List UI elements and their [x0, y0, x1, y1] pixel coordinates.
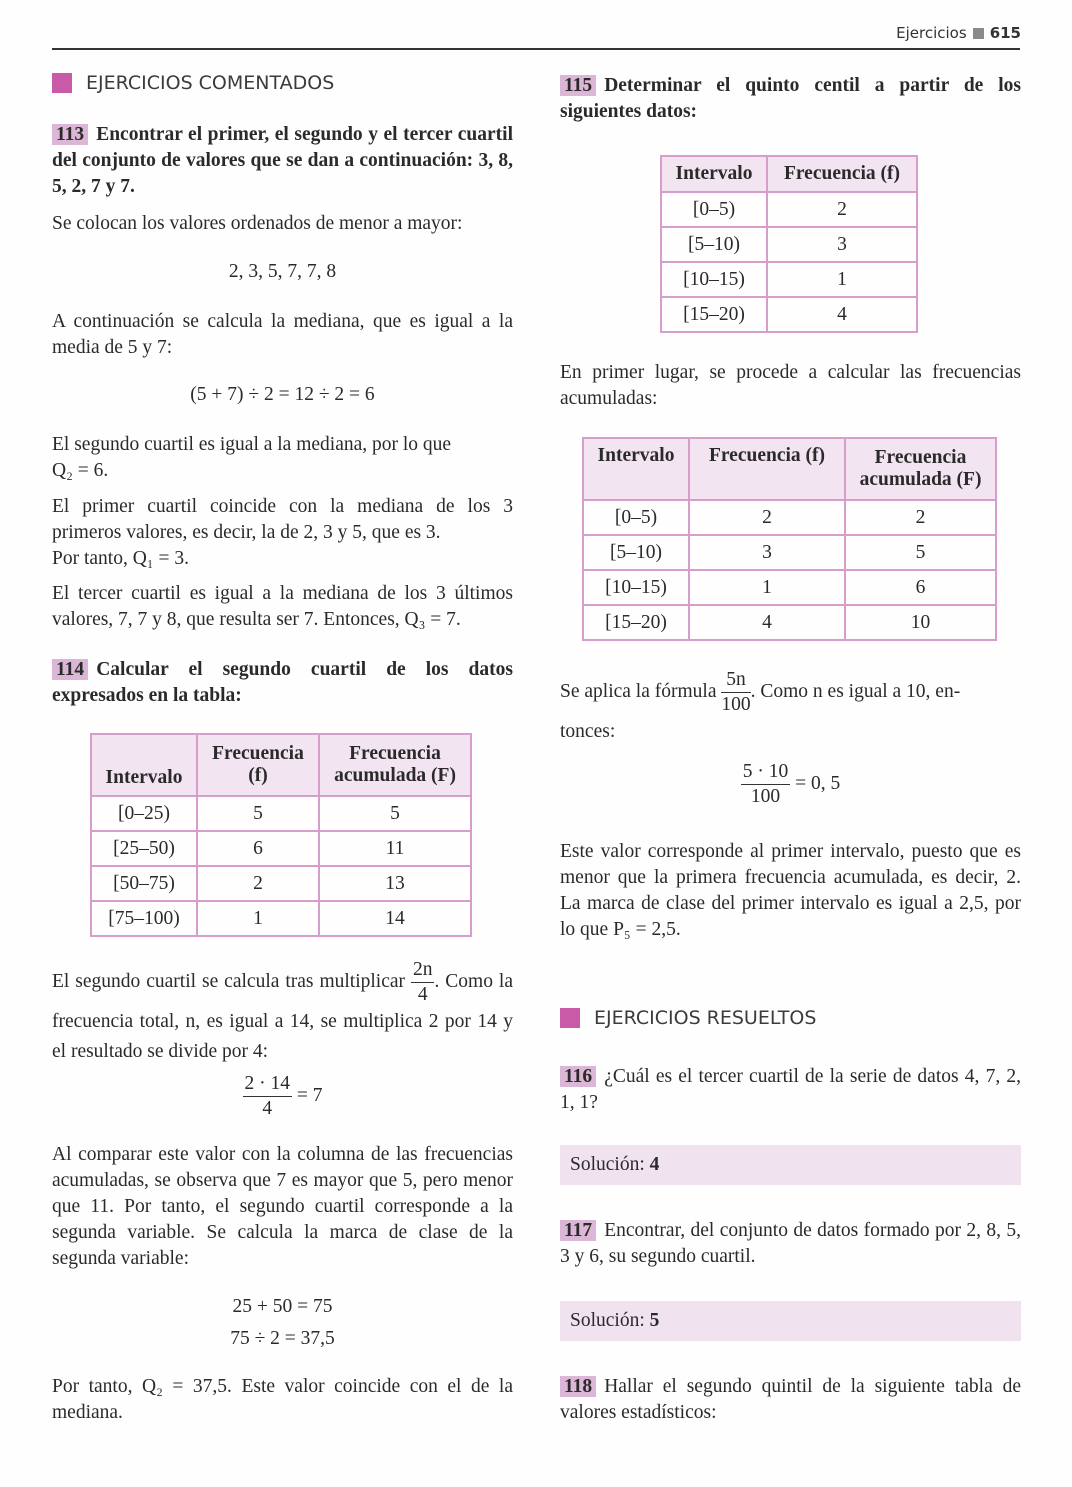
equation: 25 + 50 = 75 [232, 1296, 333, 1317]
paragraph: Se aplica la fórmula $\frac{5n}{100}$ . Como n es igual a 10, en- tonces: [560, 669, 961, 742]
equation: $\frac{5 \cdot 10}{100}$ = 0, 5 [742, 761, 841, 807]
table-row: [10–15) 1 [661, 262, 917, 297]
exercise-number: 117 [560, 1220, 596, 1241]
table-row: [5–10) 3 [661, 227, 917, 262]
running-header [896, 24, 1021, 42]
section-marker-icon [560, 1008, 580, 1028]
fraction: $\frac{5n}{100}$ [721, 669, 751, 715]
table-row: [25–50) 6 11 [91, 831, 471, 866]
table-header-row: Intervalo Frecuencia (f) Frecuencia acumulada (F) [583, 438, 996, 500]
table-header-row [91, 734, 471, 796]
paragraph: El segundo cuartil es igual a la mediana, por lo que Q₂ = 6. [52, 434, 452, 481]
solution-box: Solución: 4 [560, 1145, 1021, 1185]
exercise-number: 113 [52, 124, 88, 145]
paragraph: Se colocan los valores ordenados de menor a mayor: [52, 213, 463, 234]
paragraph: Por tanto, Q₂ = 37,5. Este valor coincide con el de la mediana. [52, 1376, 513, 1423]
equation: 75 ÷ 2 = 37,5 [230, 1328, 335, 1349]
square-icon [973, 28, 984, 39]
equation: 2, 3, 5, 7, 7, 8 [228, 261, 337, 282]
exercise-116: 116 ¿Cuál es el tercer cuartil de la serie de datos 4, 7, 2, 1, 1? [560, 1066, 1021, 1113]
paragraph: A continuación se calcula la mediana, que es igual a la media de 5 y 7: [52, 311, 513, 358]
fraction: $\frac{2n}{4}$ [412, 959, 433, 1005]
solution-box: Solución: 5 [560, 1301, 1021, 1341]
exercise-117: 117 Encontrar, del conjunto de datos formado por 2, 8, 5, 3 y 6, su segundo cuartil. [560, 1220, 1021, 1267]
table-header: Frecuencia (f) [197, 734, 319, 796]
header-rule [52, 48, 1020, 50]
table-header-row: Intervalo Frecuencia (f) [661, 156, 917, 192]
exercise-number: 115 [560, 75, 596, 96]
section-title: Ejercicios [896, 24, 967, 42]
paragraph: Al comparar este valor con la columna de las frecuencias acumuladas, se observa que 7 es mayor que 5, pero menor que 11. Por tanto, el segundo cuartil corresponde a la segunda variable. Se calcula la marca de clase de la segunda variable: [52, 1144, 513, 1269]
paragraph: El segundo cuartil se calcula tras multiplicar $\frac{2n}{4}$ . Como la frecuencia total, n, es igual a 14, se multiplica 2 por 14 y el resultado se divide por 4: [52, 959, 513, 1062]
equation: $\frac{2 \cdot 14}{4}$ = 7 [244, 1073, 323, 1119]
table-header: Frecuencia acumulada (F) [319, 734, 471, 796]
table-header: Intervalo [91, 734, 197, 796]
page-number: 615 [989, 24, 1021, 42]
table-115-b [582, 437, 997, 641]
paragraph: El primer cuartil coincide con la mediana de los 3 primeros valores, es decir, la de 2, 3 y 5, que es 3. Por tanto, Q₁ = 3. [52, 496, 513, 569]
table-row: [50–75) 2 13 [91, 866, 471, 901]
paragraph: El tercer cuartil es igual a la mediana de los 3 últimos valores, 7, 7 y 8, que resulta ser 7. Entonces, Q₃ = 7. [52, 583, 513, 630]
table-row: [0–5) 2 2 [583, 500, 996, 535]
table-row: [75–100) 1 14 [91, 901, 471, 936]
table-row: [0–25) 5 5 [91, 796, 471, 831]
paragraph: Este valor corresponde al primer intervalo, puesto que es menor que la primera frecuencia acumulada, es decir, 2. La marca de clase del primer intervalo es igual a 2,5, por lo que P₅ = 2,5. [560, 841, 1021, 940]
exercise-118: 118 Hallar el segundo quintil de la siguiente tabla de valores estadísticos: [560, 1376, 1021, 1423]
exercise-number: 118 [560, 1376, 596, 1397]
table-114 [90, 733, 472, 937]
exercise-number: 114 [52, 659, 88, 680]
section-heading-resueltos: EJERCICIOS RESUELTOS [560, 1007, 816, 1029]
table-row: [15–20) 4 [661, 297, 917, 332]
table-row: [15–20) 4 10 [583, 605, 996, 640]
exercise-number: 116 [560, 1066, 596, 1087]
equation: (5 + 7) ÷ 2 = 12 ÷ 2 = 6 [190, 384, 375, 405]
exercise-113-title: 113 Encontrar el primer, el segundo y el tercer cuartil del conjunto de valores que se dan a continuación: 3, 8, 5, 2, 7 y 7. [52, 124, 513, 197]
table-row: [5–10) 3 5 [583, 535, 996, 570]
table-115-a [660, 155, 918, 333]
table-row: [10–15) 1 6 [583, 570, 996, 605]
section-heading-comentados: EJERCICIOS COMENTADOS [52, 72, 334, 94]
exercise-115-title: 115 Determinar el quinto centil a partir de los siguientes datos: [560, 75, 1021, 122]
section-marker-icon [52, 73, 72, 93]
paragraph: En primer lugar, se procede a calcular las frecuencias acumuladas: [560, 362, 1021, 409]
exercise-114-title: 114 Calcular el segundo cuartil de los datos expresados en la tabla: [52, 659, 513, 706]
table-row: [0–5) 2 [661, 192, 917, 227]
